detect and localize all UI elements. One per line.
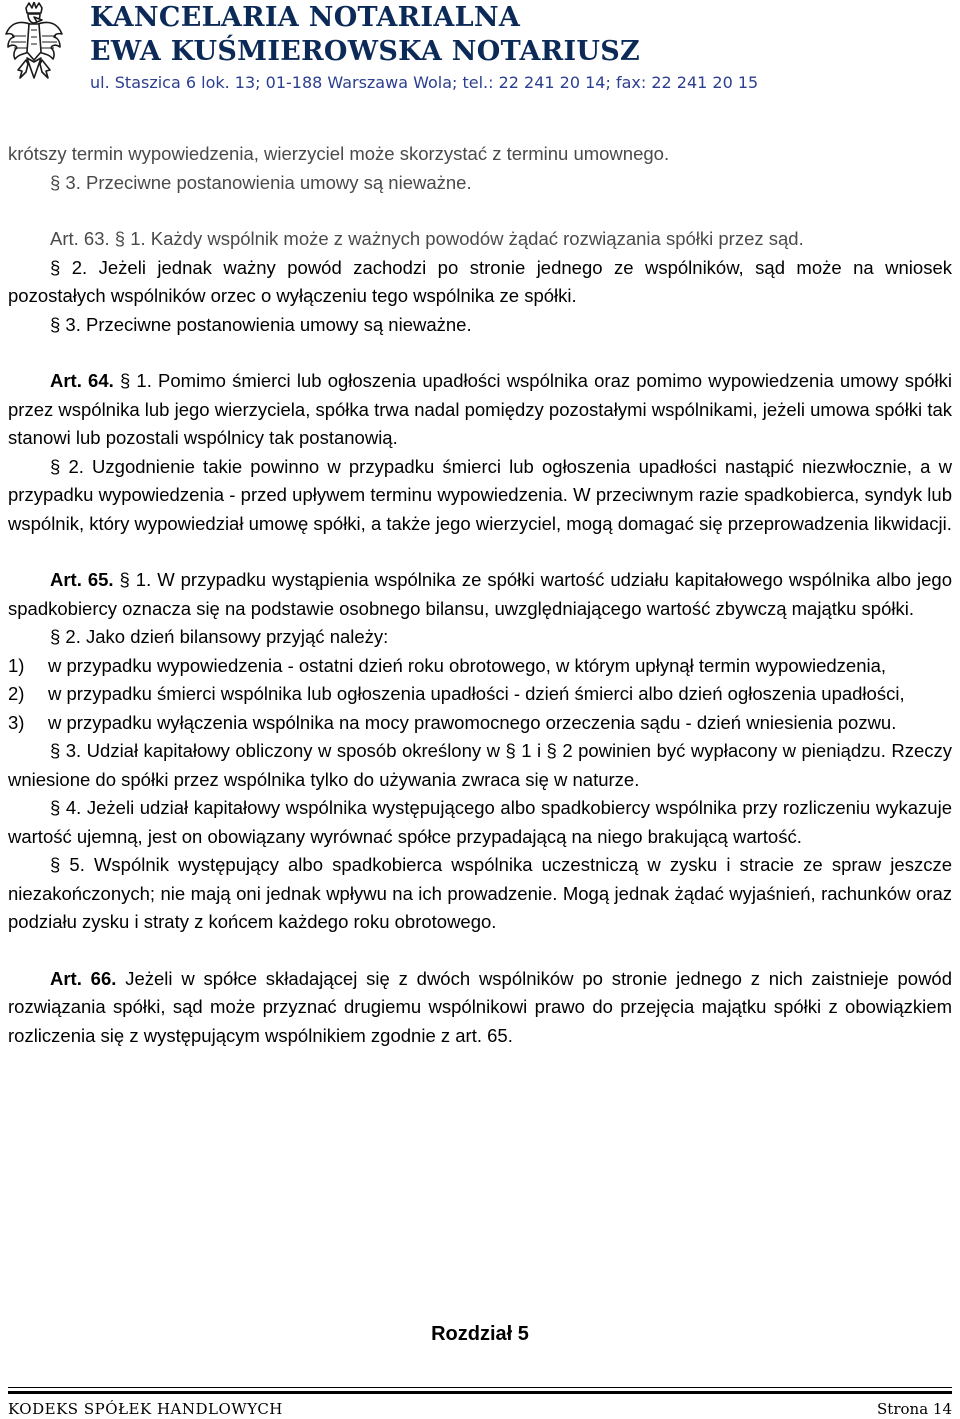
footer-document-title: KODEKS SPÓŁEK HANDLOWYCH bbox=[8, 1400, 283, 1418]
list-item bbox=[8, 680, 952, 709]
office-name: KANCELARIA NOTARIALNA bbox=[90, 2, 521, 33]
article-64-section-2: § 2. Uzgodnienie takie powinno w przypadku śmierci lub ogłoszenia upadłości nastąpić niezwłocznie, a w przypadku wypowiedzenia - przed upływem terminu wypowiedzenia. W przeciwnym razie spadkobierca, syndyk lub wspólnik, który wypowiedział umowę spółki, a także jego wierzyciel, mogą domagać się przeprowadzenia likwidacji. bbox=[8, 455, 952, 534]
page-header bbox=[0, 0, 960, 100]
article-65-section-5: § 5. Wspólnik występujący albo spadkobierca wspólnika uczestniczą w zysku i stracie ze spraw jeszcze niezakończonych; nie mają oni jednak wpływu na ich prowadzenie. Mogą jednak żądać wyjaśnień, rachunków oraz podziału zysku i straty z końcem każdego roku obrotowego. bbox=[8, 854, 952, 932]
list-item-text: w przypadku śmierci wspólnika lub ogłoszenia upadłości - dzień śmierci albo dzień ogłoszenia upadłości, bbox=[48, 683, 905, 704]
document-body bbox=[8, 140, 952, 1050]
article-64 bbox=[8, 367, 952, 453]
article-65 bbox=[8, 566, 952, 623]
list-item-text: w przypadku wypowiedzenia - ostatni dzień roku obrotowego, w którym upłynął termin wypowiedzenia, bbox=[48, 654, 887, 676]
article-65-lead: Art. 65. bbox=[50, 569, 114, 590]
article-65-section-2: § 2. Jako dzień bilansowy przyjąć należy: bbox=[50, 626, 389, 647]
article-64-section-1: § 1. Pomimo śmierci lub ogłoszenia upadłości wspólnika oraz pomimo wypowiedzenia umowy spółki przez wspólnika lub jego wierzyciela, spółka trwa nadal pomiędzy pozostałymi wspólnikami, jeżeli umowa spółki tak stanowi lub pozostali wspólnicy tak postanowią. bbox=[8, 370, 952, 448]
article-63-section-2: § 2. Jeżeli jednak ważny powód zachodzi po stronie jednego ze wspólników, sąd może na wniosek pozostałych wspólników orzec o wyłączeniu tego wspólnika ze spółki. bbox=[8, 256, 952, 306]
notary-name: EWA KUŚMIEROWSKA NOTARIUSZ bbox=[90, 36, 641, 67]
article-63-section-1: Każdy wspólnik może z ważnych powodów żądać rozwiązania spółki przez sąd. bbox=[150, 228, 804, 249]
article-63-section-3: § 3. Przeciwne postanowienia umowy są nieważne. bbox=[50, 313, 472, 335]
list-item-number: 2) bbox=[8, 683, 25, 704]
list-item-number: 1) bbox=[8, 654, 25, 676]
footer-page-number: Strona 14 bbox=[877, 1400, 952, 1418]
article-63-lead: Art. 63. § 1. bbox=[50, 228, 146, 249]
article-65-section-1: § 1. W przypadku wystąpienia wspólnika ze spółki wartość udziału kapitałowego wspólnika albo jego spadkobiercy oznacza się na podstawie osobnego bilansu, uwzględniającego wartość zbywczą majątku spółki. bbox=[8, 569, 953, 619]
paragraph-section-3: § 3. Przeciwne postanowienia umowy są nieważne. bbox=[50, 171, 472, 193]
list-item-text: w przypadku wyłączenia wspólnika na mocy prawomocnego orzeczenia sądu - dzień wniesienia pozwu. bbox=[48, 711, 897, 733]
article-64-lead: Art. 64. bbox=[50, 370, 114, 391]
article-66-text: Jeżeli w spółce składającej się z dwóch wspólników po stronie jednego z nich zaistnieje powód rozwiązania spółki, sąd może przyznać drugiemu wspólnikowi prawo do przejęcia majątku spółki z obowiązkiem rozliczenia się z występującym wspólnikiem zgodnie z art. 65. bbox=[8, 967, 953, 1046]
article-66-lead: Art. 66. bbox=[50, 967, 117, 989]
footer-divider bbox=[8, 1387, 952, 1388]
footer-divider-thick bbox=[8, 1391, 952, 1394]
paragraph: krótszy termin wypowiedzenia, wierzyciel może skorzystać z terminu umownego. bbox=[8, 143, 670, 164]
list-item bbox=[8, 709, 952, 738]
article-65-section-3: § 3. Udział kapitałowy obliczony w sposób określony w § 1 i § 2 powinien być wypłacony w pieniądzu. Rzeczy wniesione do spółki przez wspólnika tylko do używania zwraca się w naturze. bbox=[8, 740, 952, 790]
office-address: ul. Staszica 6 lok. 13; 01-188 Warszawa Wola; tel.: 22 241 20 14; fax: 22 241 20 15 bbox=[90, 73, 759, 92]
article-66 bbox=[8, 965, 952, 1051]
article-65-section-4: § 4. Jeżeli udział kapitałowy wspólnika występującego albo spadkobiercy wspólnika przy rozliczeniu wykazuje wartość ujemną, jest on obowiązany wyrównać spółce przypadającą na niego brakującą wartość. bbox=[8, 797, 952, 847]
chapter-heading: Rozdział 5 bbox=[431, 1323, 529, 1345]
list-item-number: 3) bbox=[8, 711, 25, 733]
list-item bbox=[8, 652, 952, 681]
article-63 bbox=[8, 225, 952, 254]
polish-eagle-emblem-icon bbox=[4, 2, 64, 88]
